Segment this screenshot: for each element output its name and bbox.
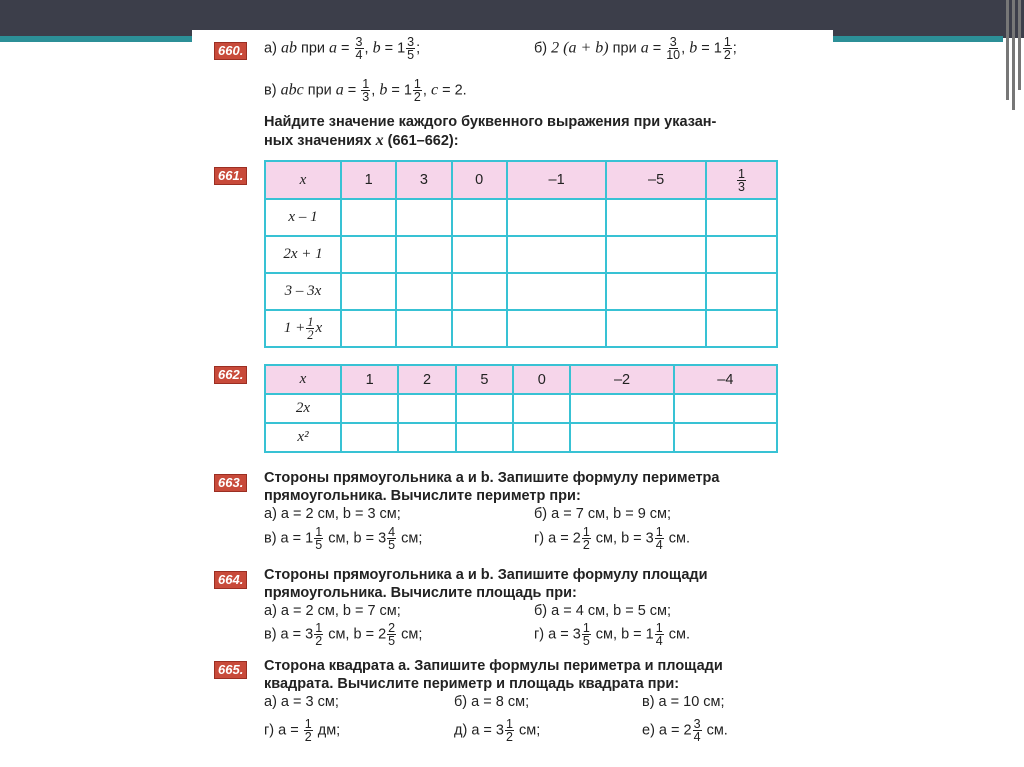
- problem-662-tag: 662.: [214, 366, 247, 384]
- table-row: [265, 199, 777, 236]
- table-662-header-row: [265, 365, 777, 394]
- problem-663-c: в) a = 1 $\frac{1}{5}$ см, b = 3 $\frac{4}{5}$ см;: [264, 525, 423, 552]
- problem-663-b: б) a = 7 см, b = 9 см;: [534, 506, 672, 522]
- problem-661-tag: 661.: [214, 167, 247, 185]
- problem-664-tag: 664.: [214, 571, 247, 589]
- table-661-header-row: [265, 161, 777, 199]
- table-row: [265, 273, 777, 310]
- textbook-page: [192, 30, 833, 767]
- table-662-header-cell: 0: [513, 365, 570, 394]
- problem-660-a: а) ab при a = $\frac{3}{4}$ , b = 1 $\frac{3}{5}$ ;: [264, 35, 421, 62]
- table-661-row-label: 1 + $\frac{1}{2}$ x: [265, 310, 341, 347]
- table-row: [265, 423, 777, 452]
- problem-663-tag: 663.: [214, 474, 247, 492]
- table-661-header-cell: –5: [606, 161, 706, 199]
- table-661: [264, 160, 778, 348]
- table-661-header-fraction-cell: $\frac{1}{3}$: [706, 161, 777, 199]
- table-661-row-label: 3 – 3x: [265, 273, 341, 310]
- table-661-header-cell: 1: [341, 161, 396, 199]
- problem-660-b: б) 2 (a + b) при a = $\frac{3}{10}$ , b = 1 $\frac{1}{2}$ ;: [534, 35, 737, 62]
- table-662-header-cell: 5: [456, 365, 513, 394]
- problem-665-c: в) a = 10 см;: [642, 694, 725, 710]
- section-heading-line1: Найдите значение каждого буквенного выражения при указан-: [264, 114, 717, 130]
- problem-665-a: а) a = 3 см;: [264, 694, 339, 710]
- decorative-stripes: [1004, 0, 1024, 110]
- table-row: [265, 394, 777, 423]
- problem-665-f: е) a = 2 $\frac{3}{4}$ см.: [642, 717, 728, 744]
- problem-660-tag: 660.: [214, 42, 247, 60]
- problem-663-d: г) a = 2 $\frac{1}{2}$ см, b = 3 $\frac{1}{4}$ см.: [534, 525, 690, 552]
- teal-accent-left: [0, 36, 192, 42]
- problem-664-b: б) a = 4 см, b = 5 см;: [534, 603, 672, 619]
- problem-665-line2: квадрата. Вычислите периметр и площадь квадрата при:: [264, 676, 680, 692]
- problem-663-line2: прямоугольника. Вычислите периметр при:: [264, 488, 581, 504]
- problem-665-line1: Сторона квадрата a. Запишите формулы периметра и площади: [264, 658, 723, 674]
- table-662-row-label: 2x: [265, 394, 341, 423]
- table-661-header-label: x: [265, 161, 341, 199]
- table-662-header-cell: 2: [398, 365, 455, 394]
- table-662: [264, 364, 778, 453]
- table-row: [265, 310, 777, 347]
- problem-664-c: в) a = 3 $\frac{1}{2}$ см, b = 2 $\frac{2}{5}$ см;: [264, 621, 423, 648]
- problem-660-c: в) abc при a = $\frac{1}{3}$ , b = 1 $\frac{1}{2}$ , c = 2.: [264, 77, 467, 104]
- table-661-header-cell: –1: [507, 161, 607, 199]
- problem-664-line1: Стороны прямоугольника a и b. Запишите формулу площади: [264, 567, 708, 583]
- problem-665-tag: 665.: [214, 661, 247, 679]
- problem-665-d: г) a = $\frac{1}{2}$ дм;: [264, 717, 341, 744]
- table-662-header-label: x: [265, 365, 341, 394]
- problem-664-a: а) a = 2 см, b = 7 см;: [264, 603, 401, 619]
- table-662-row-label: x²: [265, 423, 341, 452]
- problem-665-e: д) a = 3 $\frac{1}{2}$ см;: [454, 717, 541, 744]
- table-661-header-cell: 3: [396, 161, 451, 199]
- table-662-header-cell: –4: [674, 365, 777, 394]
- problem-664-d: г) a = 3 $\frac{1}{5}$ см, b = 1 $\frac{1}{4}$ см.: [534, 621, 690, 648]
- table-661-header-cell: 0: [452, 161, 507, 199]
- table-661-row-label: 2x + 1: [265, 236, 341, 273]
- table-662-header-cell: 1: [341, 365, 398, 394]
- problem-664-line2: прямоугольника. Вычислите площадь при:: [264, 585, 577, 601]
- section-heading-line2: ных значениях x (661–662):: [264, 132, 459, 149]
- table-662-header-cell: –2: [570, 365, 673, 394]
- teal-accent-right: [833, 36, 1003, 42]
- problem-665-b: б) a = 8 см;: [454, 694, 530, 710]
- problem-663-a: а) a = 2 см, b = 3 см;: [264, 506, 401, 522]
- problem-663-line1: Стороны прямоугольника a и b. Запишите формулу периметра: [264, 470, 720, 486]
- table-661-row-label: x – 1: [265, 199, 341, 236]
- table-row: [265, 236, 777, 273]
